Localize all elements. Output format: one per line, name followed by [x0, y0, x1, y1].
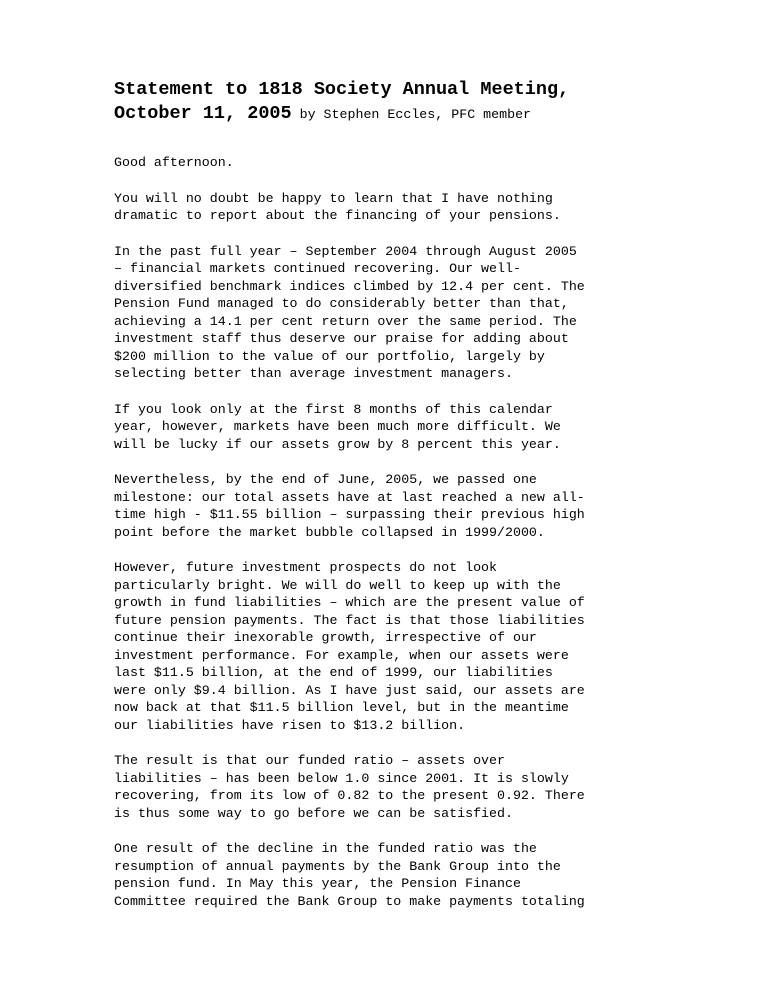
text-line: Pension Fund managed to do considerably better than that, — [114, 296, 569, 311]
text-line: You will no doubt be happy to learn that I have nothing — [114, 190, 553, 206]
paragraph — [114, 471, 674, 541]
text-line: now back at that $11.5 billion level, but in the meantime — [114, 700, 569, 715]
text-line: In the past full year – September 2004 through August 2005 — [114, 243, 577, 259]
text-line: pension fund. In May this year, the Pension Finance — [114, 876, 521, 891]
text-line: The result is that our funded ratio – assets over — [114, 753, 505, 768]
text-line: is thus some way to go before we can be satisfied. — [114, 805, 513, 821]
text-line: selecting better than average investment managers. — [114, 366, 513, 381]
document-title — [114, 78, 674, 127]
text-line: – financial markets continued recovering. Our well- — [114, 261, 521, 276]
text-line: If you look only at the first 8 months of this calendar — [114, 401, 553, 417]
text-line: our liabilities have risen to $13.2 billion. — [114, 717, 466, 733]
byline: by Stephen Eccles, PFC member — [291, 107, 532, 122]
text-line: were only $9.4 billion. As I have just said, our assets are — [114, 682, 585, 698]
text-line: Nevertheless, by the end of June, 2005, we passed one — [114, 472, 537, 487]
title-line-2: October 11, 2005 — [114, 103, 292, 124]
text-line: Good afternoon. — [114, 155, 234, 170]
text-line: diversified benchmark indices climbed by 12.4 per cent. The — [114, 278, 585, 294]
text-line: last $11.5 billion, at the end of 1999, our liabilities — [114, 665, 553, 680]
text-line: recovering, from its low of 0.82 to the present 0.92. There — [114, 788, 585, 803]
text-line: particularly bright. We will do well to keep up with the — [114, 577, 561, 593]
text-line: investment staff thus deserve our praise for adding about — [114, 331, 569, 346]
text-line: achieving a 14.1 per cent return over the same period. The — [114, 313, 577, 329]
title-line-1: Statement to 1818 Society Annual Meeting, — [114, 79, 570, 100]
text-line: continue their inexorable growth, irrespective of our — [114, 630, 537, 645]
text-line: point before the market bubble collapsed in 1999/2000. — [114, 524, 545, 540]
paragraph — [114, 243, 674, 383]
text-line: However, future investment prospects do not look — [114, 560, 498, 575]
text-line: Committee required the Bank Group to make payments totaling — [114, 893, 585, 909]
text-line: resumption of annual payments by the Bank Group into the — [114, 858, 561, 874]
text-line: dramatic to report about the financing of your pensions. — [114, 208, 561, 223]
text-line: liabilities – has been below 1.0 since 2001. It is slowly — [114, 770, 569, 786]
document-page — [114, 78, 674, 928]
text-line: $200 million to the value of our portfolio, largely by — [114, 348, 545, 364]
paragraph — [114, 154, 674, 172]
paragraph — [114, 752, 674, 822]
document-body — [114, 154, 674, 910]
text-line: future pension payments. The fact is that those liabilities — [114, 612, 585, 628]
text-line: growth in fund liabilities – which are the present value of — [114, 595, 585, 610]
text-line: One result of the decline in the funded ratio was the — [114, 841, 537, 856]
paragraph — [114, 401, 674, 454]
text-line: year, however, markets have been much more difficult. We — [114, 419, 561, 434]
text-line: milestone: our total assets have at last reached a new all- — [114, 489, 585, 505]
paragraph — [114, 559, 674, 734]
text-line: time high - $11.55 billion – surpassing their previous high — [114, 507, 585, 522]
paragraph — [114, 840, 674, 910]
paragraph — [114, 190, 674, 225]
text-line: will be lucky if our assets grow by 8 percent this year. — [114, 436, 561, 452]
text-line: investment performance. For example, when our assets were — [114, 647, 569, 663]
